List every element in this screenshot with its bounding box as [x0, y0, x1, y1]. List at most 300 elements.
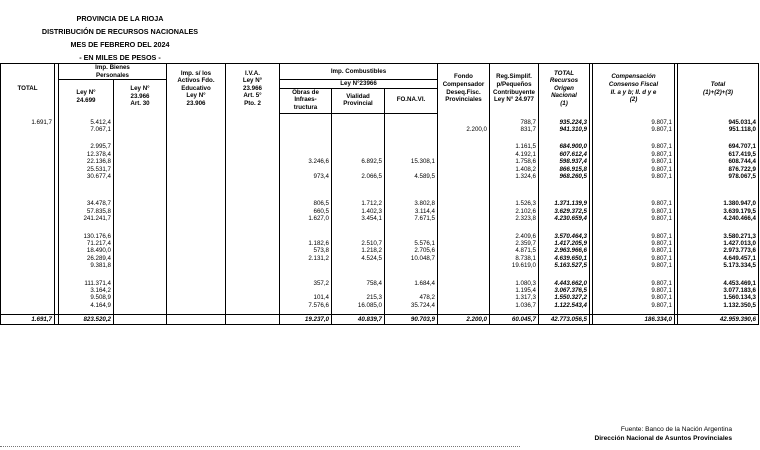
cell-obras: 660,5	[280, 208, 332, 215]
cell-fonavi: 4.589,5	[385, 173, 438, 180]
cell-bienes-a: 7.067,1	[59, 126, 114, 133]
table-row	[1, 280, 759, 287]
cell-obras: 19.237,0	[280, 315, 332, 325]
cell-bienes-b	[114, 208, 167, 215]
cell-final: 945.031,4	[678, 119, 759, 126]
cell-origen: 3.629.372,5	[539, 208, 590, 215]
cell-vialidad: 40.839,7	[332, 315, 385, 325]
cell-fonavi: 5.576,1	[385, 240, 438, 247]
cell-iva	[226, 143, 280, 150]
cell-fonavi	[385, 287, 438, 294]
cell-fondo	[438, 287, 490, 294]
cell-fonavi	[385, 262, 438, 269]
col-compensacion-header: Compensación Consenso Fiscal II. a y b; II. d y e (2)	[593, 64, 675, 114]
table-row	[1, 151, 759, 158]
cell-iva	[226, 208, 280, 215]
cell-final: 3.639.179,5	[678, 208, 759, 215]
cell-activos	[167, 166, 226, 173]
col-fonavi-header: FO.NA.VI.	[385, 88, 438, 113]
province-title: PROVINCIA DE LA RIOJA	[76, 14, 164, 23]
cell-bienes-a: 34.478,7	[59, 200, 114, 207]
cell-total	[1, 287, 55, 294]
cell-bienes-b	[114, 262, 167, 269]
col-combustibles-ley: Ley N°23966	[280, 80, 438, 89]
cell-comp: 9.807,1	[593, 143, 675, 150]
cell-bienes-b	[114, 315, 167, 325]
cell-origen: 5.163.527,5	[539, 262, 590, 269]
cell-vialidad	[332, 126, 385, 133]
cell-vialidad: 1.712,2	[332, 200, 385, 207]
table-row	[1, 240, 759, 247]
cell-origen: 1.550.327,2	[539, 294, 590, 301]
cell-fondo	[438, 262, 490, 269]
cell-obras	[280, 287, 332, 294]
cell-fondo	[438, 280, 490, 287]
cell-bienes-b	[114, 287, 167, 294]
table-row	[1, 200, 759, 207]
cell-activos	[167, 200, 226, 207]
cell-fonavi	[385, 143, 438, 150]
col-iva-header: I.V.A. Ley N° 23.966 Art. 5° Pto. 2	[226, 64, 280, 114]
cell-fonavi: 90.703,9	[385, 315, 438, 325]
cell-bienes-a: 823.520,2	[59, 315, 114, 325]
cell-origen: 1.371.139,9	[539, 200, 590, 207]
cell-final: 2.973.773,6	[678, 247, 759, 254]
cell-total	[1, 247, 55, 254]
cell-bienes-a: 2.995,7	[59, 143, 114, 150]
report-units: - EN MILES DE PESOS -	[79, 53, 161, 62]
cell-comp: 9.807,1	[593, 294, 675, 301]
cell-total	[1, 255, 55, 262]
cell-obras: 973,4	[280, 173, 332, 180]
cell-comp: 9.807,1	[593, 247, 675, 254]
cell-fonavi: 478,2	[385, 294, 438, 301]
table-row	[1, 215, 759, 222]
source-note: Fuente: Banco de la Nación Argentina	[620, 426, 732, 433]
cell-reg: 1.317,3	[490, 294, 539, 301]
cell-bienes-b	[114, 166, 167, 173]
cell-reg: 19.619,0	[490, 262, 539, 269]
cell-bienes-a: 30.677,4	[59, 173, 114, 180]
cell-total	[1, 126, 55, 133]
cell-fondo	[438, 247, 490, 254]
cell-total	[1, 151, 55, 158]
report-period: MES DE FEBRERO DEL 2024	[70, 40, 170, 49]
cell-iva	[226, 158, 280, 165]
cell-bienes-a: 18.490,0	[59, 247, 114, 254]
cell-bienes-a: 9.381,8	[59, 262, 114, 269]
cell-activos	[167, 315, 226, 325]
cell-origen: 42.773.056,5	[539, 315, 590, 325]
cell-vialidad: 3.454,1	[332, 215, 385, 222]
distribution-table	[0, 63, 759, 325]
cell-fonavi: 15.308,1	[385, 158, 438, 165]
cell-iva	[226, 119, 280, 126]
cell-fonavi	[385, 151, 438, 158]
cell-reg: 1.324,6	[490, 173, 539, 180]
cell-total	[1, 166, 55, 173]
cell-vialidad	[332, 151, 385, 158]
cell-comp: 9.807,1	[593, 215, 675, 222]
cell-bienes-b	[114, 126, 167, 133]
cell-vialidad: 2.066,5	[332, 173, 385, 180]
cell-final: 608.744,4	[678, 158, 759, 165]
cell-bienes-b	[114, 143, 167, 150]
cell-vialidad	[332, 143, 385, 150]
cell-bienes-a: 4.164,9	[59, 302, 114, 309]
cell-bienes-b	[114, 247, 167, 254]
cell-total	[1, 208, 55, 215]
cell-reg: 4.192,1	[490, 151, 539, 158]
cell-final: 1.560.134,3	[678, 294, 759, 301]
cell-comp: 9.807,1	[593, 200, 675, 207]
cell-fondo	[438, 208, 490, 215]
cell-reg: 1.526,3	[490, 200, 539, 207]
cell-reg: 831,7	[490, 126, 539, 133]
cell-reg: 1.195,4	[490, 287, 539, 294]
cell-bienes-b	[114, 294, 167, 301]
report-title: DISTRIBUCIÓN DE RECURSOS NACIONALES	[41, 27, 199, 36]
col-origen-header: TOTAL Recursos Origen Nacional (1)	[539, 64, 590, 114]
cell-final: 4.240.466,4	[678, 215, 759, 222]
table-row	[1, 294, 759, 301]
table-row	[1, 208, 759, 215]
cell-obras	[280, 233, 332, 240]
cell-final: 3.077.183,6	[678, 287, 759, 294]
cell-obras	[280, 262, 332, 269]
cell-reg: 4.871,5	[490, 247, 539, 254]
cell-origen: 2.963.966,6	[539, 247, 590, 254]
direction-note: Dirección Nacional de Asuntos Provinciales	[594, 435, 732, 442]
cell-activos	[167, 158, 226, 165]
cell-vialidad	[332, 166, 385, 173]
cell-vialidad: 2.510,7	[332, 240, 385, 247]
cell-iva	[226, 151, 280, 158]
cell-bienes-b	[114, 215, 167, 222]
cell-activos	[167, 215, 226, 222]
cell-activos	[167, 302, 226, 309]
cell-vialidad	[332, 287, 385, 294]
cell-reg: 1.758,6	[490, 158, 539, 165]
cell-obras: 1.627,0	[280, 215, 332, 222]
cell-obras	[280, 143, 332, 150]
cell-reg: 788,7	[490, 119, 539, 126]
cell-final: 876.722,9	[678, 166, 759, 173]
cell-fonavi: 2.705,6	[385, 247, 438, 254]
table-row	[1, 126, 759, 133]
cell-bienes-b	[114, 200, 167, 207]
table-row	[1, 287, 759, 294]
cell-obras: 573,8	[280, 247, 332, 254]
col-total-header: TOTAL	[1, 64, 55, 114]
cell-comp: 9.807,1	[593, 208, 675, 215]
cell-origen: 935.224,3	[539, 119, 590, 126]
cell-obras	[280, 126, 332, 133]
cell-comp: 9.807,1	[593, 255, 675, 262]
cell-fonavi	[385, 166, 438, 173]
cell-total	[1, 262, 55, 269]
cell-reg: 2.409,6	[490, 233, 539, 240]
col-combustibles-group: Imp. Combustibles	[280, 64, 438, 80]
cell-iva	[226, 294, 280, 301]
cell-fonavi	[385, 119, 438, 126]
cell-comp: 186.334,0	[593, 315, 675, 325]
cell-comp: 9.807,1	[593, 151, 675, 158]
totals-row	[1, 315, 759, 325]
cell-origen: 941.310,9	[539, 126, 590, 133]
cell-fonavi: 35.724,4	[385, 302, 438, 309]
cell-bienes-a: 26.289,4	[59, 255, 114, 262]
table-row	[1, 233, 759, 240]
cell-total	[1, 215, 55, 222]
cell-vialidad: 6.892,5	[332, 158, 385, 165]
cell-bienes-b	[114, 255, 167, 262]
cell-reg: 8.738,1	[490, 255, 539, 262]
cell-final: 978.067,5	[678, 173, 759, 180]
cell-total	[1, 173, 55, 180]
cell-activos	[167, 151, 226, 158]
cell-iva	[226, 287, 280, 294]
cell-activos	[167, 240, 226, 247]
cell-comp: 9.807,1	[593, 158, 675, 165]
cell-reg: 1.080,3	[490, 280, 539, 287]
cell-total	[1, 200, 55, 207]
cell-bienes-b	[114, 173, 167, 180]
table-row	[1, 158, 759, 165]
col-bienes-b-header: Ley N° 23.966 Art. 30	[114, 80, 167, 113]
cell-activos	[167, 262, 226, 269]
cell-fondo	[438, 119, 490, 126]
cell-vialidad: 758,4	[332, 280, 385, 287]
cell-final: 694.707,1	[678, 143, 759, 150]
cell-obras: 7.576,6	[280, 302, 332, 309]
col-obras-header: Obras de Infraes- tructura	[280, 88, 332, 113]
cell-final: 5.173.334,5	[678, 262, 759, 269]
cell-iva	[226, 173, 280, 180]
cell-bienes-a: 57.835,8	[59, 208, 114, 215]
cell-comp: 9.807,1	[593, 119, 675, 126]
cell-fondo	[438, 143, 490, 150]
table-row	[1, 247, 759, 254]
cell-vialidad: 1.402,3	[332, 208, 385, 215]
cell-origen: 607.612,4	[539, 151, 590, 158]
cell-bienes-a: 71.217,4	[59, 240, 114, 247]
cell-fonavi: 3.802,8	[385, 200, 438, 207]
cell-fondo	[438, 158, 490, 165]
cell-iva	[226, 166, 280, 173]
col-vialidad-header: Vialidad Provincial	[332, 88, 385, 113]
cell-vialidad: 4.524,5	[332, 255, 385, 262]
cell-iva	[226, 262, 280, 269]
table-row	[1, 166, 759, 173]
cell-fonavi	[385, 233, 438, 240]
cell-bienes-b	[114, 158, 167, 165]
cell-bienes-a: 130.176,6	[59, 233, 114, 240]
cell-activos	[167, 255, 226, 262]
cell-fondo	[438, 255, 490, 262]
cell-comp: 9.807,1	[593, 302, 675, 309]
cell-fondo	[438, 302, 490, 309]
cell-bienes-a: 3.164,2	[59, 287, 114, 294]
cell-fonavi	[385, 126, 438, 133]
cell-activos	[167, 173, 226, 180]
cell-fondo	[438, 200, 490, 207]
cell-obras: 357,2	[280, 280, 332, 287]
cell-reg: 2.323,8	[490, 215, 539, 222]
cell-fondo	[438, 233, 490, 240]
cell-obras	[280, 151, 332, 158]
cell-final: 1.380.947,0	[678, 200, 759, 207]
cell-origen: 4.639.650,1	[539, 255, 590, 262]
cell-fondo	[438, 240, 490, 247]
cell-comp: 9.807,1	[593, 262, 675, 269]
table-row	[1, 143, 759, 150]
cell-obras	[280, 119, 332, 126]
cell-final: 4.649.457,1	[678, 255, 759, 262]
cell-activos	[167, 287, 226, 294]
cut-off-note-line	[0, 446, 520, 449]
cell-bienes-a: 241.241,7	[59, 215, 114, 222]
cell-comp: 9.807,1	[593, 240, 675, 247]
cell-comp: 9.807,1	[593, 126, 675, 133]
col-total-final-header: Total (1)+(2)+(3)	[678, 64, 759, 114]
col-bienes-a-header: Ley N° 24.699	[59, 80, 114, 113]
cell-bienes-a: 25.531,7	[59, 166, 114, 173]
table-row	[1, 119, 759, 126]
cell-activos	[167, 294, 226, 301]
cell-bienes-a: 9.508,9	[59, 294, 114, 301]
cell-origen: 1.122.543,4	[539, 302, 590, 309]
cell-reg: 2.359,7	[490, 240, 539, 247]
table-header	[1, 64, 759, 114]
cell-activos	[167, 280, 226, 287]
cell-activos	[167, 247, 226, 254]
table-row	[1, 262, 759, 269]
cell-reg: 60.045,7	[490, 315, 539, 325]
col-reg-header: Reg.Simplif. p/Pequeños Contribuyente Ley N° 24.977	[490, 64, 539, 114]
cell-origen: 866.915,8	[539, 166, 590, 173]
cell-fonavi: 10.048,7	[385, 255, 438, 262]
cell-fonavi: 3.114,4	[385, 208, 438, 215]
cell-iva	[226, 247, 280, 254]
cell-total	[1, 294, 55, 301]
cell-bienes-b	[114, 119, 167, 126]
cell-vialidad	[332, 233, 385, 240]
cell-iva	[226, 280, 280, 287]
cell-comp: 9.807,1	[593, 233, 675, 240]
col-activos-header: Imp. s/ los Activos Fdo. Educativo Ley N° 23.906	[167, 64, 226, 114]
col-bienes-group: Imp. Bienes Personales	[59, 64, 167, 80]
cell-comp: 9.807,1	[593, 173, 675, 180]
cell-activos	[167, 208, 226, 215]
cell-iva	[226, 302, 280, 309]
cell-bienes-b	[114, 240, 167, 247]
cell-vialidad: 16.085,0	[332, 302, 385, 309]
cell-reg: 2.102,6	[490, 208, 539, 215]
cell-bienes-b	[114, 280, 167, 287]
cell-total	[1, 302, 55, 309]
cell-iva	[226, 240, 280, 247]
cell-obras: 806,5	[280, 200, 332, 207]
cell-fondo	[438, 173, 490, 180]
cell-total	[1, 240, 55, 247]
cell-iva	[226, 255, 280, 262]
cell-obras: 3.246,6	[280, 158, 332, 165]
cell-reg: 1.161,5	[490, 143, 539, 150]
cell-total	[1, 280, 55, 287]
cell-origen: 684.900,0	[539, 143, 590, 150]
cell-total	[1, 233, 55, 240]
cell-iva	[226, 215, 280, 222]
cell-comp: 9.807,1	[593, 287, 675, 294]
cell-fondo: 2.200,0	[438, 315, 490, 325]
cell-final: 951.118,0	[678, 126, 759, 133]
cell-obras: 101,4	[280, 294, 332, 301]
cell-total: 1.691,7	[1, 315, 55, 325]
cell-obras: 2.131,2	[280, 255, 332, 262]
cell-fondo: 2.200,0	[438, 126, 490, 133]
cell-final: 1.427.013,0	[678, 240, 759, 247]
cell-comp: 9.807,1	[593, 280, 675, 287]
cell-final: 1.132.350,5	[678, 302, 759, 309]
cell-fondo	[438, 294, 490, 301]
cell-origen: 968.260,5	[539, 173, 590, 180]
table-row	[1, 173, 759, 180]
cell-bienes-a: 22.136,8	[59, 158, 114, 165]
col-fondo-header: Fondo Compensador Deseq.Fisc. Provinciales	[438, 64, 490, 114]
cell-activos	[167, 119, 226, 126]
cell-origen: 3.067.376,5	[539, 287, 590, 294]
table-body	[1, 113, 759, 325]
cell-activos	[167, 233, 226, 240]
table-row	[1, 255, 759, 262]
cell-final: 3.580.271,3	[678, 233, 759, 240]
cell-reg: 1.408,2	[490, 166, 539, 173]
cell-bienes-b	[114, 151, 167, 158]
cell-vialidad	[332, 119, 385, 126]
cell-final: 4.453.469,1	[678, 280, 759, 287]
cell-iva	[226, 126, 280, 133]
cell-fondo	[438, 166, 490, 173]
cell-bienes-b	[114, 302, 167, 309]
cell-total	[1, 158, 55, 165]
cell-bienes-a: 111.371,4	[59, 280, 114, 287]
cell-origen: 4.230.659,4	[539, 215, 590, 222]
cell-origen: 1.417.205,9	[539, 240, 590, 247]
cell-fondo	[438, 215, 490, 222]
cell-activos	[167, 143, 226, 150]
cell-final: 42.959.390,6	[678, 315, 759, 325]
cell-bienes-a: 5.412,4	[59, 119, 114, 126]
cell-iva	[226, 315, 280, 325]
cell-fondo	[438, 151, 490, 158]
cell-total	[1, 143, 55, 150]
cell-reg: 1.036,7	[490, 302, 539, 309]
cell-total: 1.691,7	[1, 119, 55, 126]
cell-fonavi: 1.684,4	[385, 280, 438, 287]
cell-activos	[167, 126, 226, 133]
cell-bienes-b	[114, 233, 167, 240]
table-row	[1, 302, 759, 309]
cell-bienes-a: 12.378,4	[59, 151, 114, 158]
cell-obras	[280, 166, 332, 173]
cell-final: 617.419,5	[678, 151, 759, 158]
cell-vialidad: 1.218,2	[332, 247, 385, 254]
cell-fonavi: 7.671,5	[385, 215, 438, 222]
cell-iva	[226, 233, 280, 240]
cell-origen: 598.937,4	[539, 158, 590, 165]
cell-origen: 4.443.662,0	[539, 280, 590, 287]
